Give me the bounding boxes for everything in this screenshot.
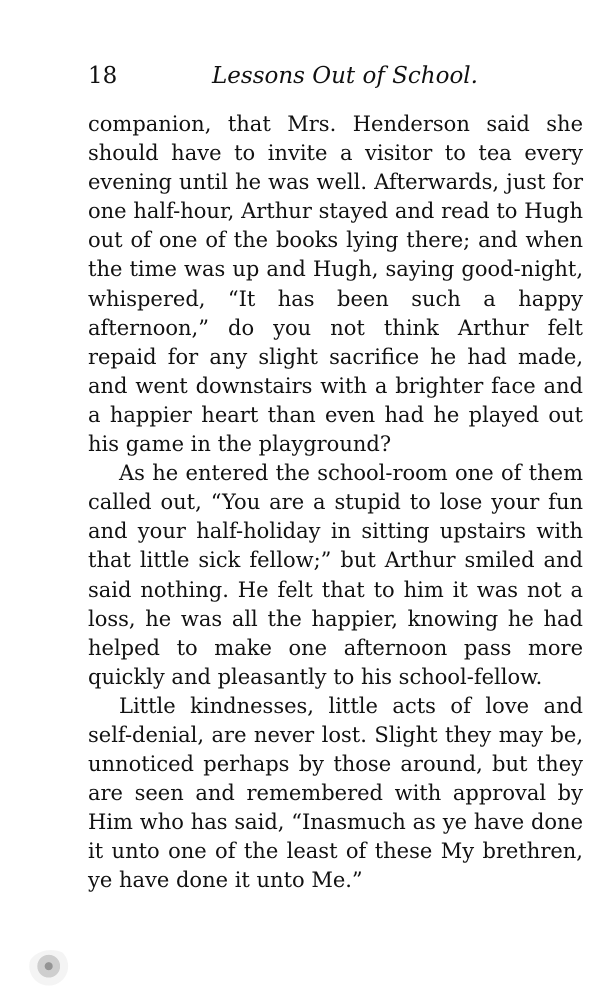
paragraph-3: Little kindnesses, little acts of love and self-denial, are never lost. Slight they may be, unnoticed perhaps by those around, but they are seen and remembered with approval by Him who has said, “Inasmuch as ye have done it unto one of the least of these My brethren, ye have done it unto Me.” bbox=[88, 693, 583, 893]
paragraph-1: companion, that Mrs. Henderson said she should have to invite a visitor to tea every evening until he was well. Afterwards, just for one half-hour, Arthur stayed and read to Hugh out of one of the books lying there; and when the time was up and Hugh, saying good-night, whispered, “It has been such a happy afternoon,” do you not think Arthur felt repaid for any slight sacrifice he had made, and went downstairs with a brighter face and a happier heart than even had he played out his game in the playground? bbox=[88, 112, 583, 457]
body-text bbox=[88, 110, 583, 896]
paragraph-2: As he entered the school-room one of them called out, “You are a stupid to lose your fun and your half-holiday in sitting upstairs with that little sick fellow;” but Arthur smiled and said nothing. He felt that to him it was not a loss, he was all the happier, knowing he had helped to make one afternoon pass more quickly and pleasantly to his school-fellow. bbox=[88, 461, 583, 689]
running-head bbox=[88, 58, 488, 94]
page-number: 18 bbox=[88, 63, 118, 89]
page-stain bbox=[28, 950, 74, 986]
running-title: Lessons Out of School. bbox=[212, 63, 478, 89]
